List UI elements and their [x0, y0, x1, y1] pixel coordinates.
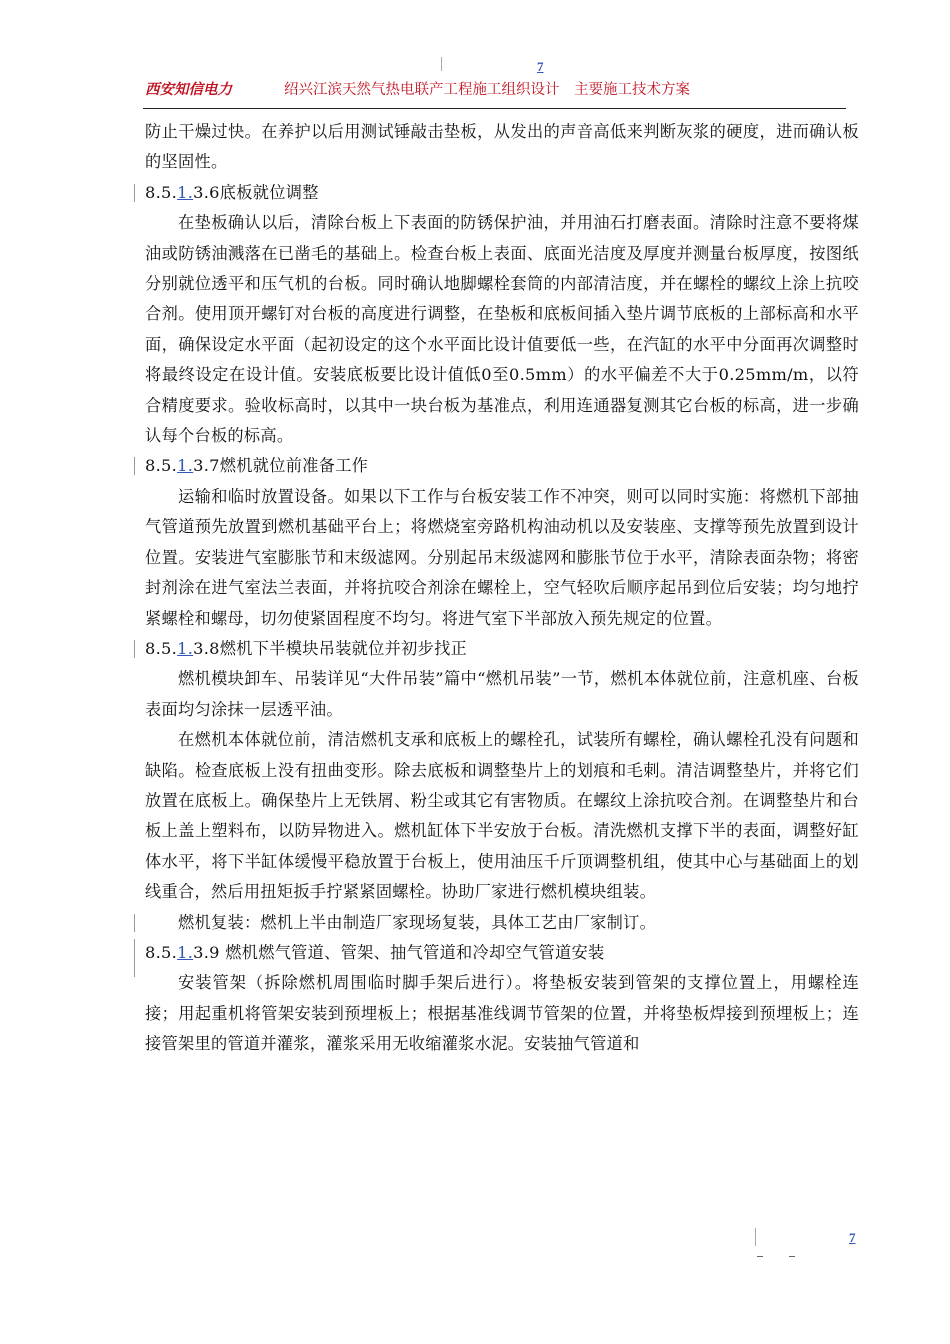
section-heading-8-5-1-3-6: 8.5.1.3.6底板就位调整 [145, 178, 859, 208]
heading-link[interactable]: 1. [177, 942, 194, 962]
revision-mark [134, 914, 135, 932]
revision-mark [134, 457, 135, 475]
section-heading-8-5-1-3-7: 8.5.1.3.7燃机就位前准备工作 [145, 451, 859, 481]
footer-dash [757, 1256, 763, 1257]
heading-link[interactable]: 1. [177, 182, 194, 202]
paragraph: 燃机模块卸车、吊装详见“大件吊装”篇中“燃机吊装”一节，燃机本体就位前，注意机座、台板表面均匀涂抹一层透平油。 [145, 669, 859, 719]
page-header [145, 78, 845, 100]
header-separator [441, 57, 442, 71]
revision-mark [134, 944, 135, 962]
paragraph: 在垫板确认以后，清除台板上下表面的防锈保护油，并用油石打磨表面。清除时注意不要将煤油或防锈油溅落在已凿毛的基础上。检查台板上表面、底面光洁度及厚度并测量台板厚度，按图纸分别就位透平和压气机的台板。同时确认地脚螺栓套筒的内部清洁度，并在螺栓的螺纹上涂上抗咬合剂。使用顶开螺钉对台板的高度进行调整，在垫板和底板间插入垫片调节底板的上部标高和水平面，确保设定水平面（起初设定的这个水平面比设计值要低一些，在汽缸的水平中分面再次调整时将最终设定在设计值。安装底板要比设计值低0至0.5mm）的水平偏差不大于0.25mm/m，以符合精度要求。验收标高时，以其中一块台板为基准点，利用连通器复测其它台板的标高，进一步确认每个台板的标高。 [145, 213, 859, 446]
header-rule [143, 108, 846, 109]
header-project-title: 绍兴江滨天然气热电联产工程施工组织设计 主要施工技术方案 [284, 82, 690, 98]
header-company: 西安知信电力 [145, 81, 232, 98]
page-number-top: 7 [537, 59, 544, 74]
paragraph: 运输和临时放置设备。如果以下工作与台板安装工作不冲突，则可以同时实施：将燃机下部抽气管道预先放置到燃机基础平台上；将燃烧室旁路机构油动机以及安装座、支撑等预先放置到设计位置。安装进气室膨胀节和末级滤网。分别起吊末级滤网和膨胀节位于水平，清除表面杂物；将密封剂涂在进气室法兰表面，并将抗咬合剂涂在螺栓上，空气轻吹后顺序起吊到位后安装；均匀地拧紧螺栓和螺母，切勿使紧固程度不均匀。将进气室下半部放入预先规定的位置。 [145, 486, 859, 628]
paragraph: 燃机复装：燃机上半由制造厂家现场复装，具体工艺由厂家制订。 [145, 908, 859, 938]
paragraph: 防止干燥过快。在养护以后用测试锤敲击垫板，从发出的声音高低来判断灰浆的硬度，进而确认板的坚固性。 [145, 122, 859, 172]
page-number-bottom: 7 [849, 1230, 856, 1245]
revision-mark [134, 640, 135, 658]
paragraph: 在燃机本体就位前，清洁燃机支承和底板上的螺栓孔，试装所有螺栓，确认螺栓孔没有问题和缺陷。检查底板上没有扭曲变形。除去底板和调整垫片上的划痕和毛刺。清洁调整垫片，并将它们放置在底板上。确保垫片上无铁屑、粉尘或其它有害物质。在螺纹上涂抗咬合剂。在调整垫片和台板上盖上塑料布，以防异物进入。燃机缸体下半安放于台板。清洗燃机支撑下半的表面，调整好缸体水平，将下半缸体缓慢平稳放置于台板上，使用油压千斤顶调整机组，使其中心与基础面上的划线重合，然后用扭矩扳手拧紧紧固螺栓。协助厂家进行燃机模块组装。 [145, 725, 859, 907]
revision-mark [134, 184, 135, 202]
footer-separator [755, 1228, 756, 1246]
section-heading-8-5-1-3-9: 8.5.1.3.9 燃机燃气管道、管架、抽气管道和冷却空气管道安装 [145, 938, 859, 968]
heading-link[interactable]: 1. [177, 456, 194, 476]
footer-dash [789, 1256, 795, 1257]
document-body [145, 117, 859, 1060]
section-heading-8-5-1-3-8: 8.5.1.3.8燃机下半模块吊装就位并初步找正 [145, 634, 859, 664]
heading-link[interactable]: 1. [177, 638, 194, 658]
paragraph: 安装管架（拆除燃机周围临时脚手架后进行）。将垫板安装到管架的支撑位置上，用螺栓连接；用起重机将管架安装到预埋板上；根据基准线调节管架的位置，并将垫板焊接到预埋板上；连接管架里的管道并灌浆，灌浆采用无收缩灌浆水泥。安装抽气管道和 [145, 973, 859, 1054]
